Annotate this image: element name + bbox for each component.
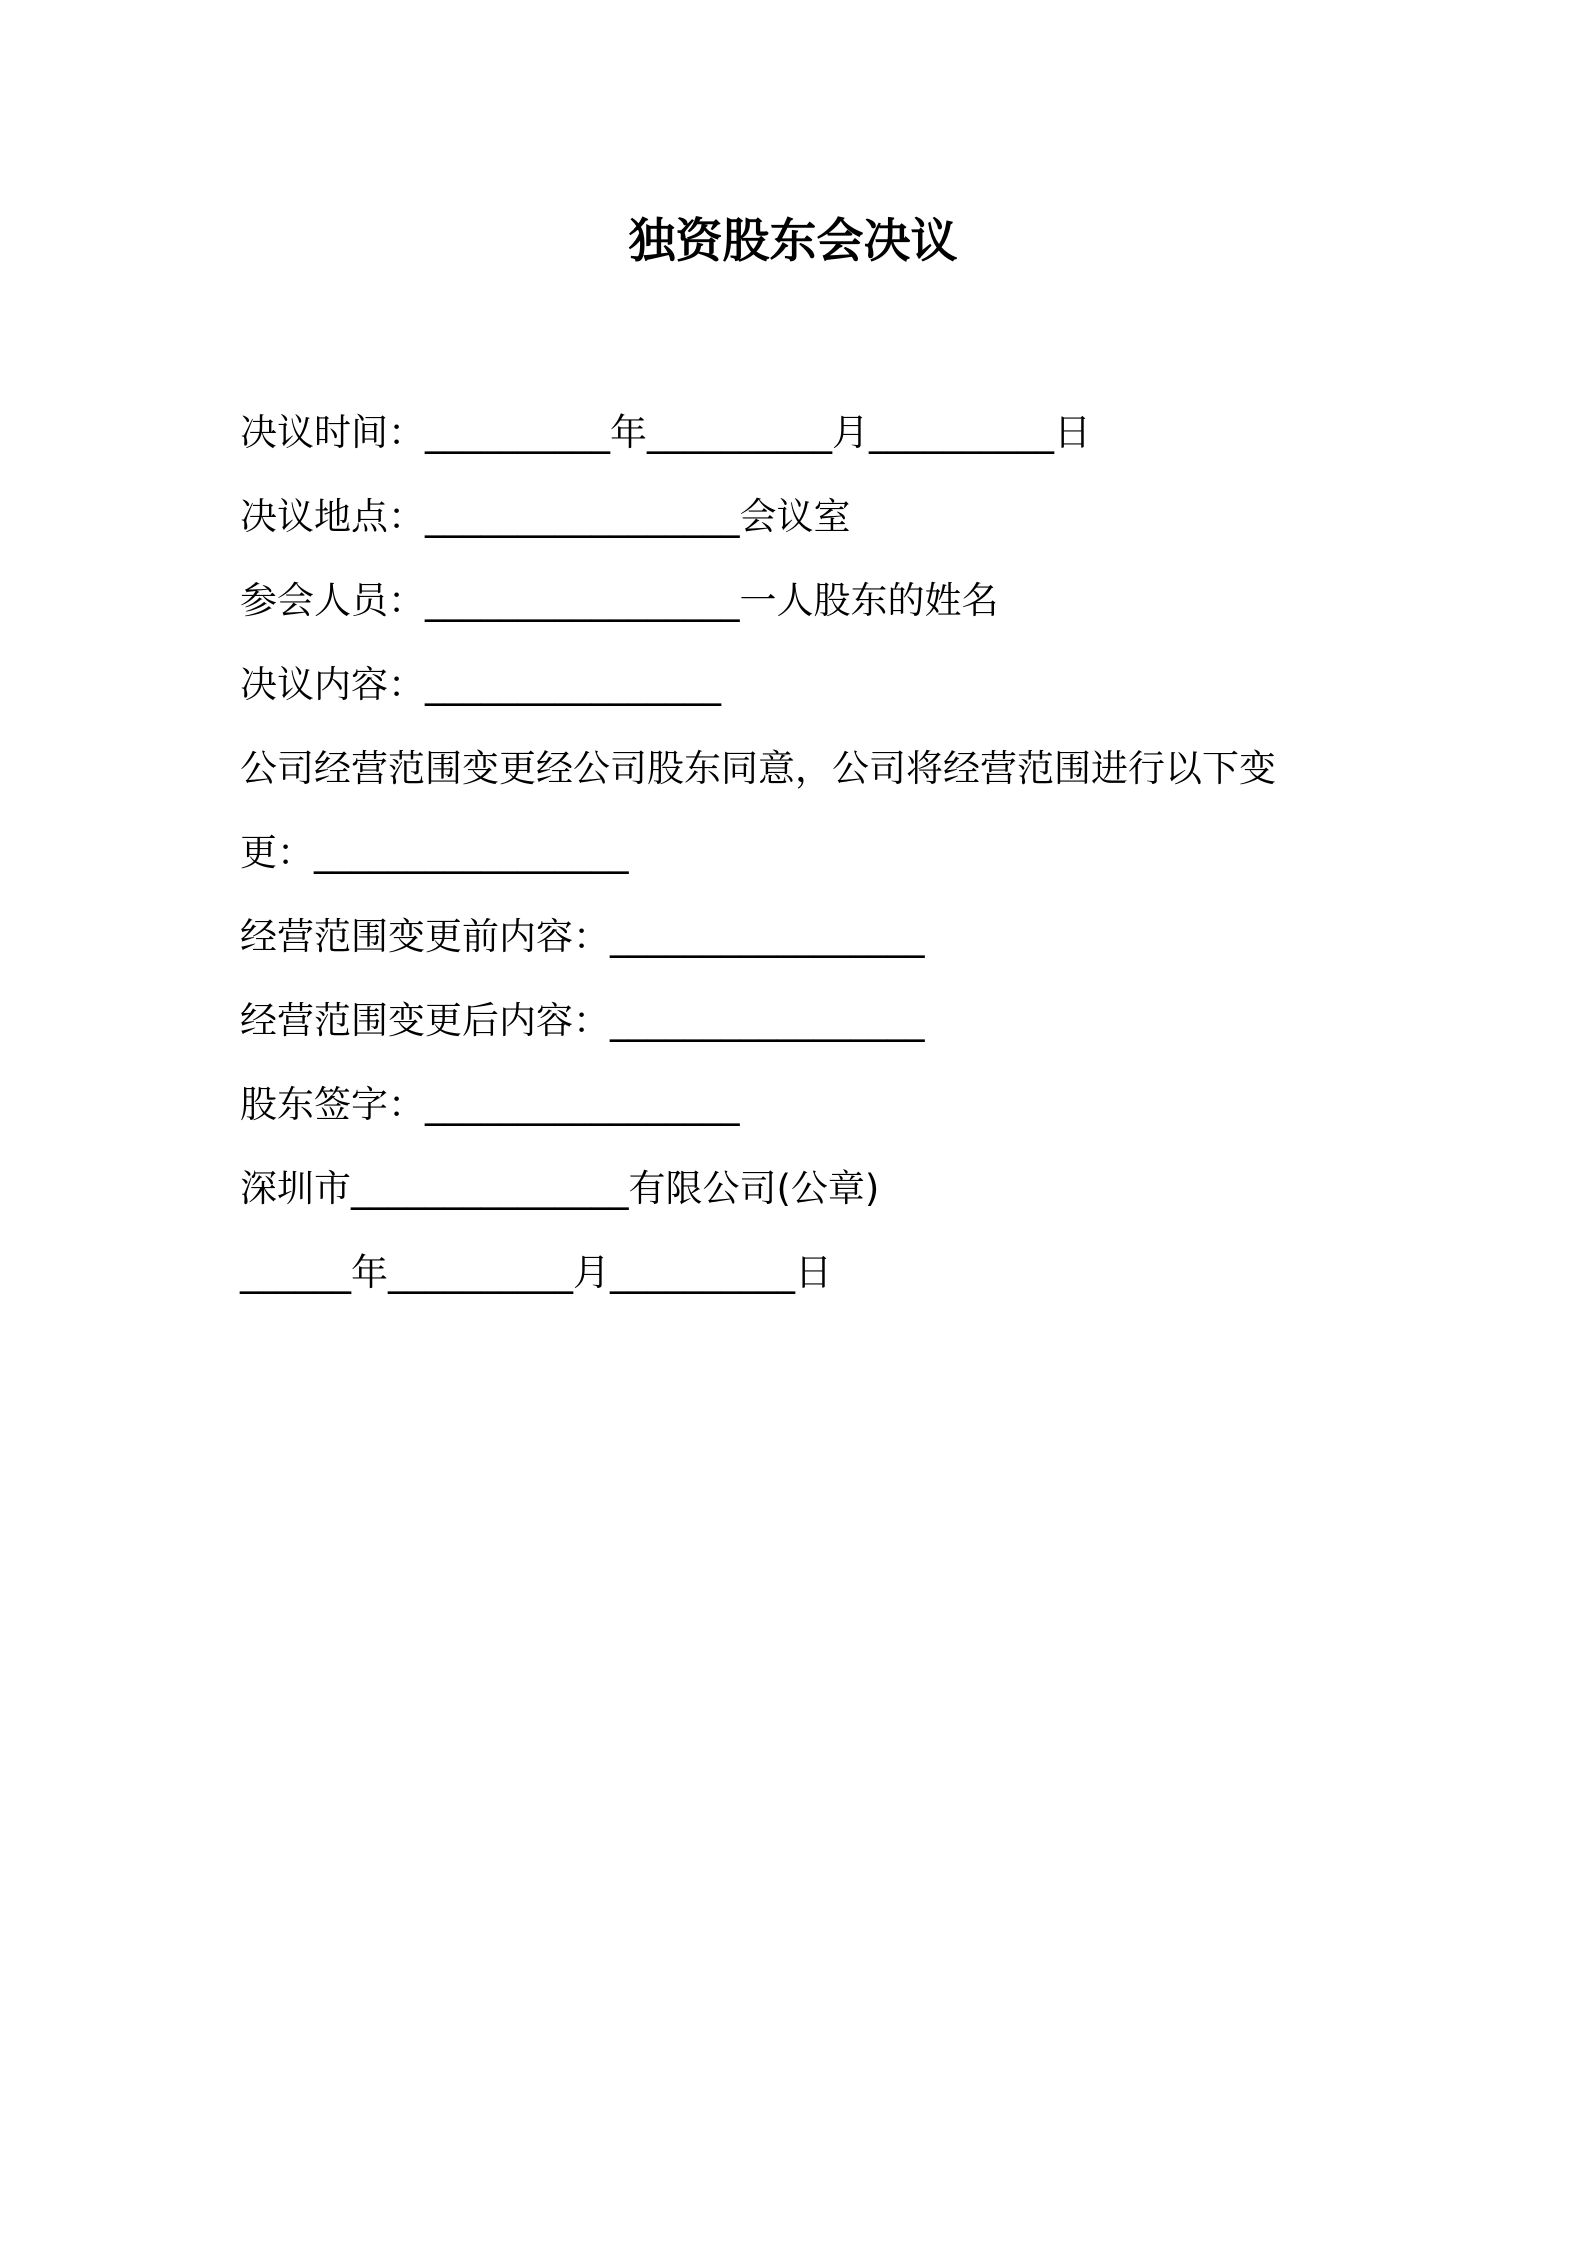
signing-date-line: ______年__________月__________日 xyxy=(240,1251,832,1294)
company-seal-line: 深圳市_______________有限公司(公章) xyxy=(240,1167,880,1210)
resolution-content-line: 决议内容：________________ xyxy=(240,663,721,706)
resolution-location-line: 决议地点：_________________会议室 xyxy=(240,495,851,538)
document-title: 独资股东会决议 xyxy=(628,214,958,269)
scope-change-statement-line: 公司经营范围变更经公司股东同意，公司将经营范围进行以下变 xyxy=(240,747,1276,790)
scope-before-change-line: 经营范围变更前内容：_________________ xyxy=(240,915,925,958)
shareholder-signature-line: 股东签字：_________________ xyxy=(240,1083,740,1126)
attendees-line: 参会人员：_________________一人股东的姓名 xyxy=(240,579,999,622)
scope-change-statement-continuation: 更：_________________ xyxy=(240,831,629,874)
scope-after-change-line: 经营范围变更后内容：_________________ xyxy=(240,999,925,1042)
resolution-time-line: 决议时间：__________年__________月__________日 xyxy=(240,411,1091,454)
